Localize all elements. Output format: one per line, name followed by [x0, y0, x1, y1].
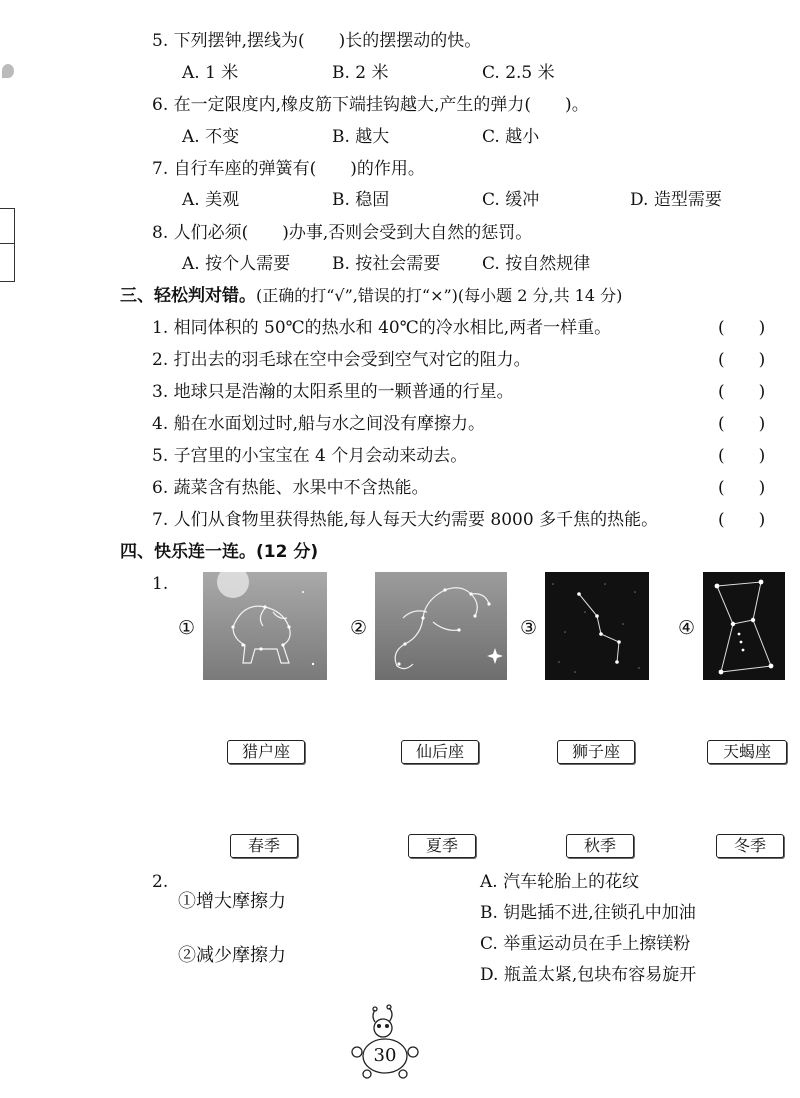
cassiopeia-image [545, 572, 649, 680]
binding-bracket-mid [0, 243, 14, 244]
q8-option-c: C. 按自然规律 [482, 254, 591, 274]
s3-item-7: 7. 人们从食物里获得热能,每人每天大约需要 8000 多千焦的热能。 [152, 510, 659, 530]
s3-item-6: 6. 蔬菜含有热能、水果中不含热能。 [152, 478, 429, 498]
label-orion[interactable]: 猎户座 [227, 740, 305, 764]
section3-note: (正确的打“√”,错误的打“×”)(每小题 2 分,共 14 分) [256, 286, 623, 305]
section3-heading [120, 285, 622, 307]
q8-stem: 8. 人们必须( )办事,否则会受到大自然的惩罚。 [152, 223, 533, 243]
q5-option-b: B. 2 米 [332, 63, 389, 83]
q6-option-a: A. 不变 [182, 127, 240, 147]
section4-title: 四、快乐连一连。(12 分) [120, 542, 319, 562]
label-spring[interactable]: 春季 [230, 834, 298, 858]
s3-item-1: 1. 相同体积的 50℃的热水和 40℃的冷水相比,两者一样重。 [152, 318, 612, 338]
q8-option-b: B. 按社会需要 [332, 254, 441, 274]
page-number-badge [345, 1004, 425, 1082]
section3-title: 三、轻松判对错。 [120, 286, 256, 306]
label-scorpius[interactable]: 天蝎座 [707, 740, 787, 764]
label-leo[interactable]: 狮子座 [557, 740, 635, 764]
q2-right-c: C. 举重运动员在手上擦镁粉 [480, 934, 691, 954]
page-number: 30 [373, 1045, 397, 1066]
orion-constellation-icon [703, 572, 785, 680]
s4-q1-label: 1. [152, 574, 169, 594]
marker-4: ④ [678, 617, 696, 639]
q6-stem: 6. 在一定限度内,橡皮筋下端挂钩越大,产生的弹力( )。 [152, 95, 589, 115]
marker-3: ③ [520, 617, 538, 639]
s3-item-4: 4. 船在水面划过时,船与水之间没有摩擦力。 [152, 414, 486, 434]
s3-answer-blank-5[interactable]: ( ) [718, 446, 766, 466]
label-cassiopeia[interactable]: 仙后座 [401, 740, 479, 764]
s3-answer-blank-7[interactable]: ( ) [718, 510, 766, 530]
q7-option-b: B. 稳固 [332, 190, 390, 210]
orion-image [703, 572, 785, 680]
scorpius-image [375, 572, 507, 680]
s3-answer-blank-1[interactable]: ( ) [718, 318, 766, 338]
q8-option-a: A. 按个人需要 [182, 254, 291, 274]
margin-leaf-icon [2, 64, 14, 78]
q7-option-c: C. 缓冲 [482, 190, 540, 210]
s3-item-2: 2. 打出去的羽毛球在空中会受到空气对它的阻力。 [152, 350, 531, 370]
q2-left-2: ②减少摩擦力 [178, 945, 286, 966]
cassiopeia-constellation-icon [545, 572, 649, 680]
label-summer[interactable]: 夏季 [408, 834, 476, 858]
q6-option-b: B. 越大 [332, 127, 390, 147]
marker-2: ② [350, 617, 368, 639]
s3-answer-blank-2[interactable]: ( ) [718, 350, 766, 370]
label-autumn[interactable]: 秋季 [566, 834, 634, 858]
binding-bracket [0, 208, 15, 282]
label-winter[interactable]: 冬季 [716, 834, 784, 858]
s3-answer-blank-3[interactable]: ( ) [718, 382, 766, 402]
q5-option-a: A. 1 米 [182, 63, 239, 83]
q7-option-a: A. 美观 [182, 190, 240, 210]
q7-stem: 7. 自行车座的弹簧有( )的作用。 [152, 159, 425, 179]
s3-item-3: 3. 地球只是浩瀚的太阳系里的一颗普通的行星。 [152, 382, 514, 402]
q2-right-a: A. 汽车轮胎上的花纹 [480, 872, 640, 892]
q5-stem: 5. 下列摆钟,摆线为( )长的摆摆动的快。 [152, 31, 482, 51]
s3-item-5: 5. 子宫里的小宝宝在 4 个月会动来动去。 [152, 446, 468, 466]
q6-option-c: C. 越小 [482, 127, 540, 147]
s3-answer-blank-4[interactable]: ( ) [718, 414, 766, 434]
q7-option-d: D. 造型需要 [630, 190, 722, 210]
q2-left-1: ①增大摩擦力 [178, 891, 286, 912]
q2-right-d: D. 瓶盖太紧,包块布容易旋开 [480, 965, 697, 985]
leo-constellation-icon [203, 572, 327, 680]
s4-q2-label: 2. [152, 872, 169, 892]
caterpillar-icon [345, 1004, 425, 1082]
q5-option-c: C. 2.5 米 [482, 63, 555, 83]
marker-1: ① [178, 617, 196, 639]
s3-answer-blank-6[interactable]: ( ) [718, 478, 766, 498]
q2-right-b: B. 钥匙插不进,往锁孔中加油 [480, 903, 696, 923]
scorpius-constellation-icon [375, 572, 507, 680]
leo-image [203, 572, 327, 680]
